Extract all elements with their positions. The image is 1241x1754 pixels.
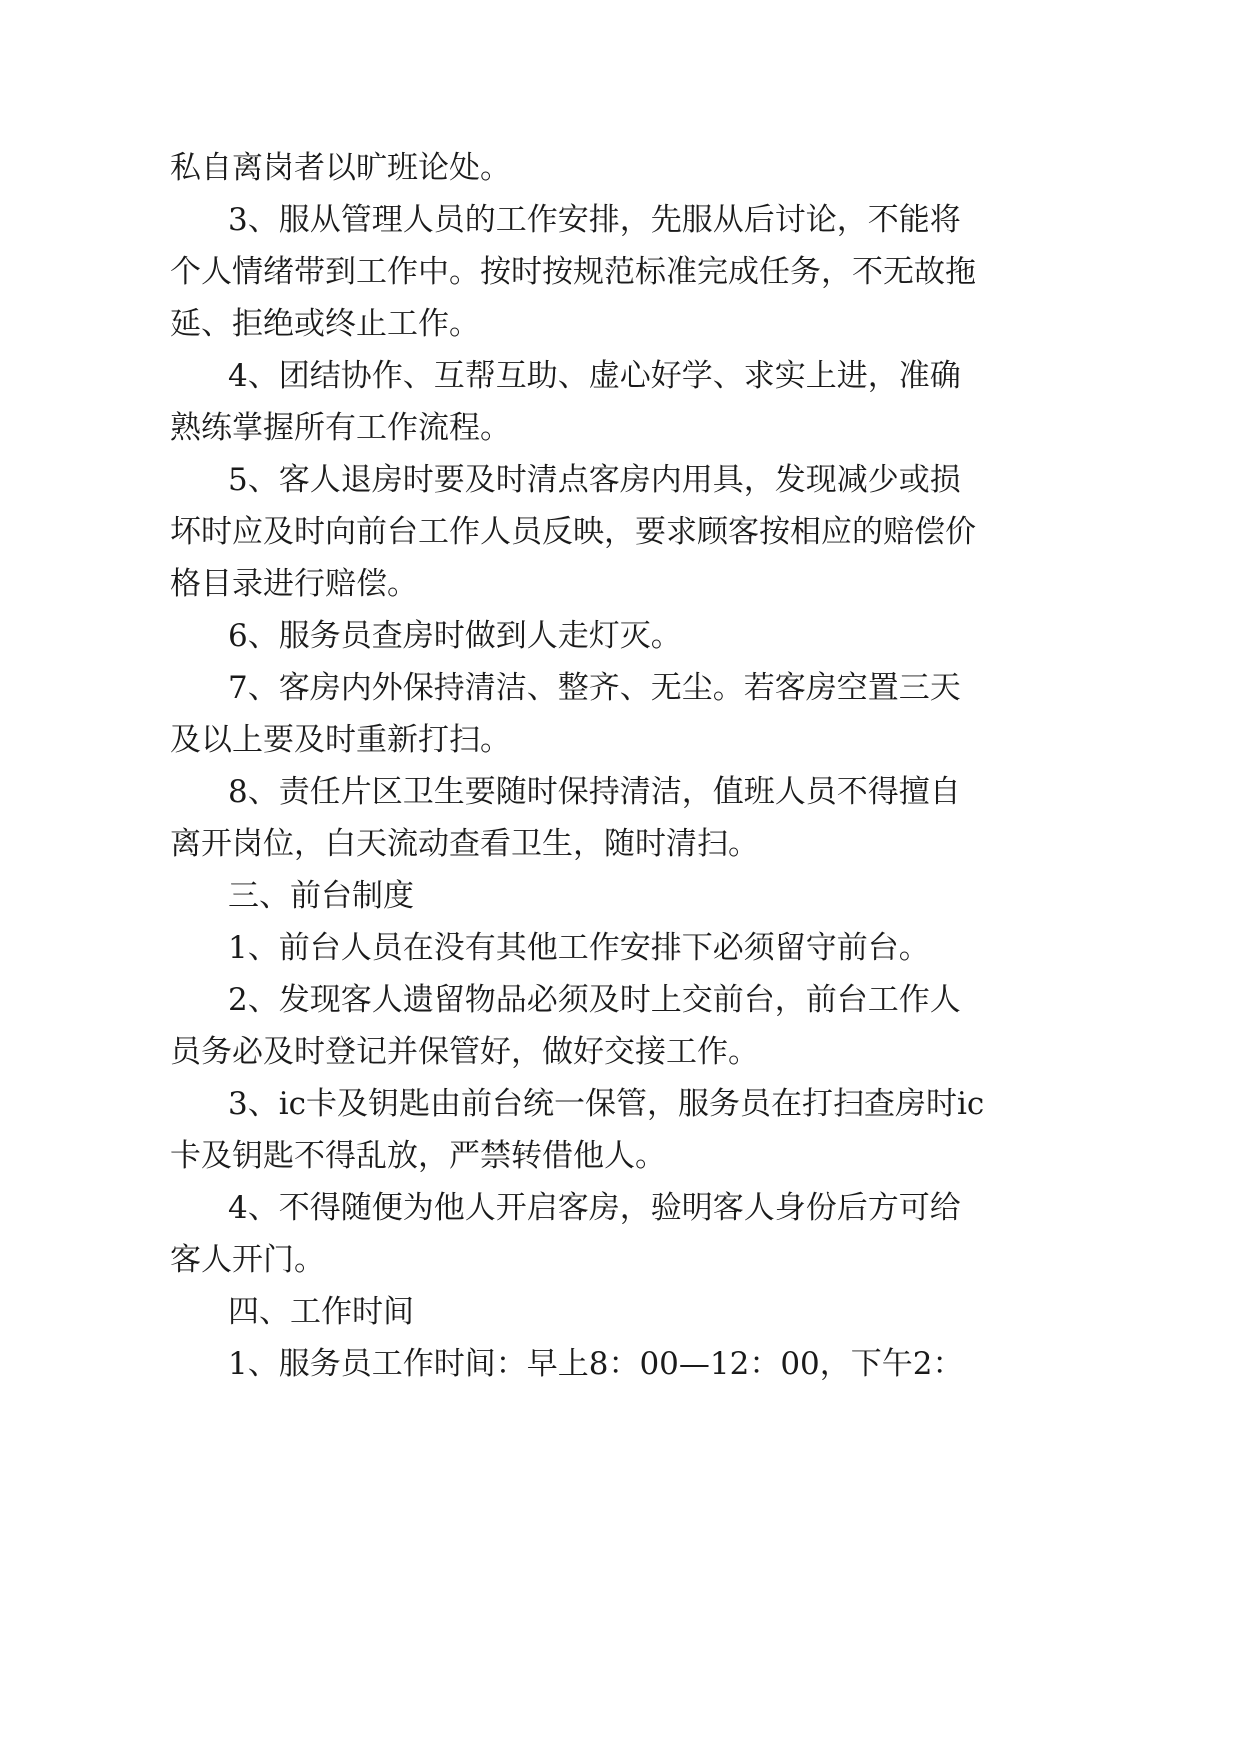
- body-line-14: 离开岗位，白天流动查看卫生，随时清扫。: [170, 826, 759, 862]
- body-line-5: 4、团结协作、互帮互助、虚心好学、求实上进，准确: [228, 358, 961, 394]
- body-line-21: 4、不得随便为他人开启客房，验明客人身份后方可给: [228, 1190, 961, 1226]
- section-heading-work-hours: 四、工作时间: [228, 1294, 414, 1330]
- body-line-11: 7、客房内外保持清洁、整齐、无尘。若客房空置三天: [228, 670, 961, 706]
- body-line-20: 卡及钥匙不得乱放，严禁转借他人。: [170, 1138, 666, 1174]
- body-line-1: 私自离岗者以旷班论处。: [170, 150, 511, 186]
- body-line-3: 个人情绪带到工作中。按时按规范标准完成任务，不无故拖: [170, 254, 976, 290]
- body-line-2: 3、服从管理人员的工作安排，先服从后讨论，不能将: [228, 202, 961, 238]
- body-line-12: 及以上要及时重新打扫。: [170, 722, 511, 758]
- body-line-8: 坏时应及时向前台工作人员反映，要求顾客按相应的赔偿价: [170, 514, 976, 550]
- body-line-4: 延、拒绝或终止工作。: [170, 306, 480, 342]
- body-line-19: 3、ic卡及钥匙由前台统一保管，服务员在打扫查房时ic: [228, 1086, 985, 1122]
- section-heading-front-desk: 三、前台制度: [228, 878, 414, 914]
- body-line-22: 客人开门。: [170, 1242, 325, 1278]
- body-line-9: 格目录进行赔偿。: [170, 566, 418, 602]
- body-line-10: 6、服务员查房时做到人走灯灭。: [228, 618, 682, 654]
- body-line-18: 员务必及时登记并保管好，做好交接工作。: [170, 1034, 759, 1070]
- body-line-16: 1、前台人员在没有其他工作安排下必须留守前台。: [228, 930, 930, 966]
- body-line-6: 熟练掌握所有工作流程。: [170, 410, 511, 446]
- body-line-17: 2、发现客人遗留物品必须及时上交前台，前台工作人: [228, 982, 961, 1018]
- body-line-7: 5、客人退房时要及时清点客房内用具，发现减少或损: [228, 462, 961, 498]
- body-line-24: 1、服务员工作时间：早上8：00—12：00，下午2：: [228, 1346, 964, 1382]
- body-line-13: 8、责任片区卫生要随时保持清洁，值班人员不得擅自: [228, 774, 961, 810]
